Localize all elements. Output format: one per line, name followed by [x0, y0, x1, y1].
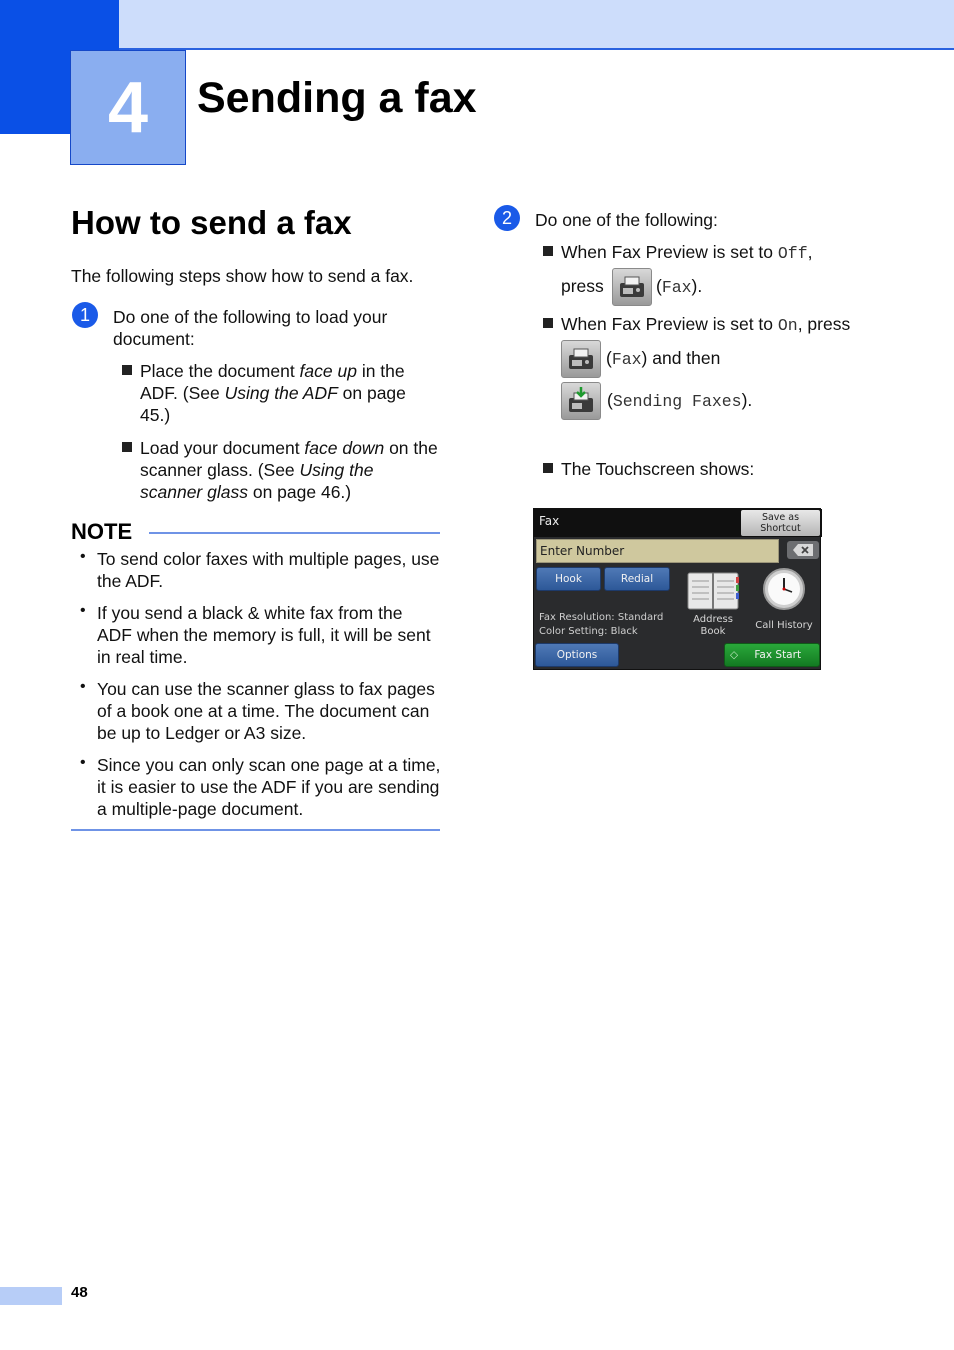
page-number: 48 [71, 1284, 88, 1301]
fax-key-label: (Fax). [656, 276, 703, 297]
ts-save-shortcut-button[interactable]: Save as Shortcut [741, 510, 820, 536]
sending-faxes-label: (Sending Faxes). [607, 390, 753, 411]
ts-redial-button[interactable]: Redial [604, 567, 670, 591]
fax-start-icon: ◇ [729, 649, 739, 661]
ts-info-resolution: Fax Resolution: Standard [539, 612, 664, 623]
step-1-option-adf: Place the document face up in the ADF. (See Using the ADF on page 45.) [140, 361, 406, 425]
backspace-icon[interactable] [787, 541, 819, 559]
note-item-3: You can use the scanner glass to fax pages of a book one at a time. The document can be up to Ledger or A3 size. [97, 679, 435, 743]
note-bullet: • [80, 678, 86, 695]
fax-machine-icon[interactable] [561, 340, 601, 378]
footer-tab [0, 1287, 62, 1305]
fax-machine-icon[interactable] [612, 268, 652, 306]
bullet-square-icon [543, 318, 553, 328]
ts-info-color: Color Setting: Black [539, 626, 638, 637]
clock-icon[interactable] [762, 567, 806, 615]
note-item-1: To send color faxes with multiple pages, use the ADF. [97, 549, 440, 591]
note-rule-top [149, 532, 440, 534]
bullet-square-icon [543, 463, 553, 473]
chapter-title: Sending a fax [197, 74, 477, 122]
step-1-option-glass: Load your document face down on the scanner glass. (See Using the scanner glass on page 46.) [140, 438, 438, 502]
ts-address-book-label[interactable]: Address Book [693, 614, 733, 637]
note-rule-bottom [71, 829, 440, 831]
intro-text: The following steps show how to send a fax. [71, 266, 414, 286]
step-2-option-preview-off: When Fax Preview is set to Off, [561, 242, 813, 263]
fax-and-then-label: (Fax) and then [606, 348, 721, 369]
note-bullet: • [80, 548, 86, 565]
section-title: How to send a fax [71, 204, 352, 241]
note-bullet: • [80, 754, 86, 771]
chapter-number-box [70, 50, 186, 165]
bullet-square-icon [543, 246, 553, 256]
note-item-4: Since you can only scan one page at a time, it is easier to use the ADF if you are sending a multiple-page document. [97, 755, 441, 819]
ts-title: Fax [539, 514, 560, 528]
step-2-marker: 2 [494, 205, 520, 231]
step-1-text: Do one of the following to load your document: [113, 307, 388, 349]
step-2-press-label: press [561, 276, 604, 296]
note-item-2: If you send a black & white fax from the ADF when the memory is full, it will be sent in real time. [97, 603, 431, 667]
step-2-text: Do one of the following: [535, 210, 718, 230]
note-title: NOTE [71, 519, 133, 544]
send-fax-icon[interactable] [561, 382, 601, 420]
chapter-number: 4 [107, 67, 149, 148]
ts-call-history-label[interactable]: Call History [755, 620, 813, 631]
bullet-square-icon [122, 365, 132, 375]
bullet-square-icon [122, 442, 132, 452]
step-2-touchscreen-text: The Touchscreen shows: [561, 459, 755, 479]
ts-options-button[interactable]: Options [535, 643, 619, 667]
note-bullet: • [80, 602, 86, 619]
ts-hook-button[interactable]: Hook [536, 567, 601, 591]
ts-fax-start-button[interactable]: ◇ Fax Start [724, 643, 820, 667]
chapter-header-band [119, 0, 954, 50]
touchscreen-image [533, 508, 821, 670]
step-1-marker: 1 [72, 302, 98, 328]
ts-enter-number-field[interactable]: Enter Number [536, 539, 779, 563]
step-2-option-preview-on: When Fax Preview is set to On, press [561, 314, 851, 335]
address-book-icon[interactable] [686, 569, 740, 615]
